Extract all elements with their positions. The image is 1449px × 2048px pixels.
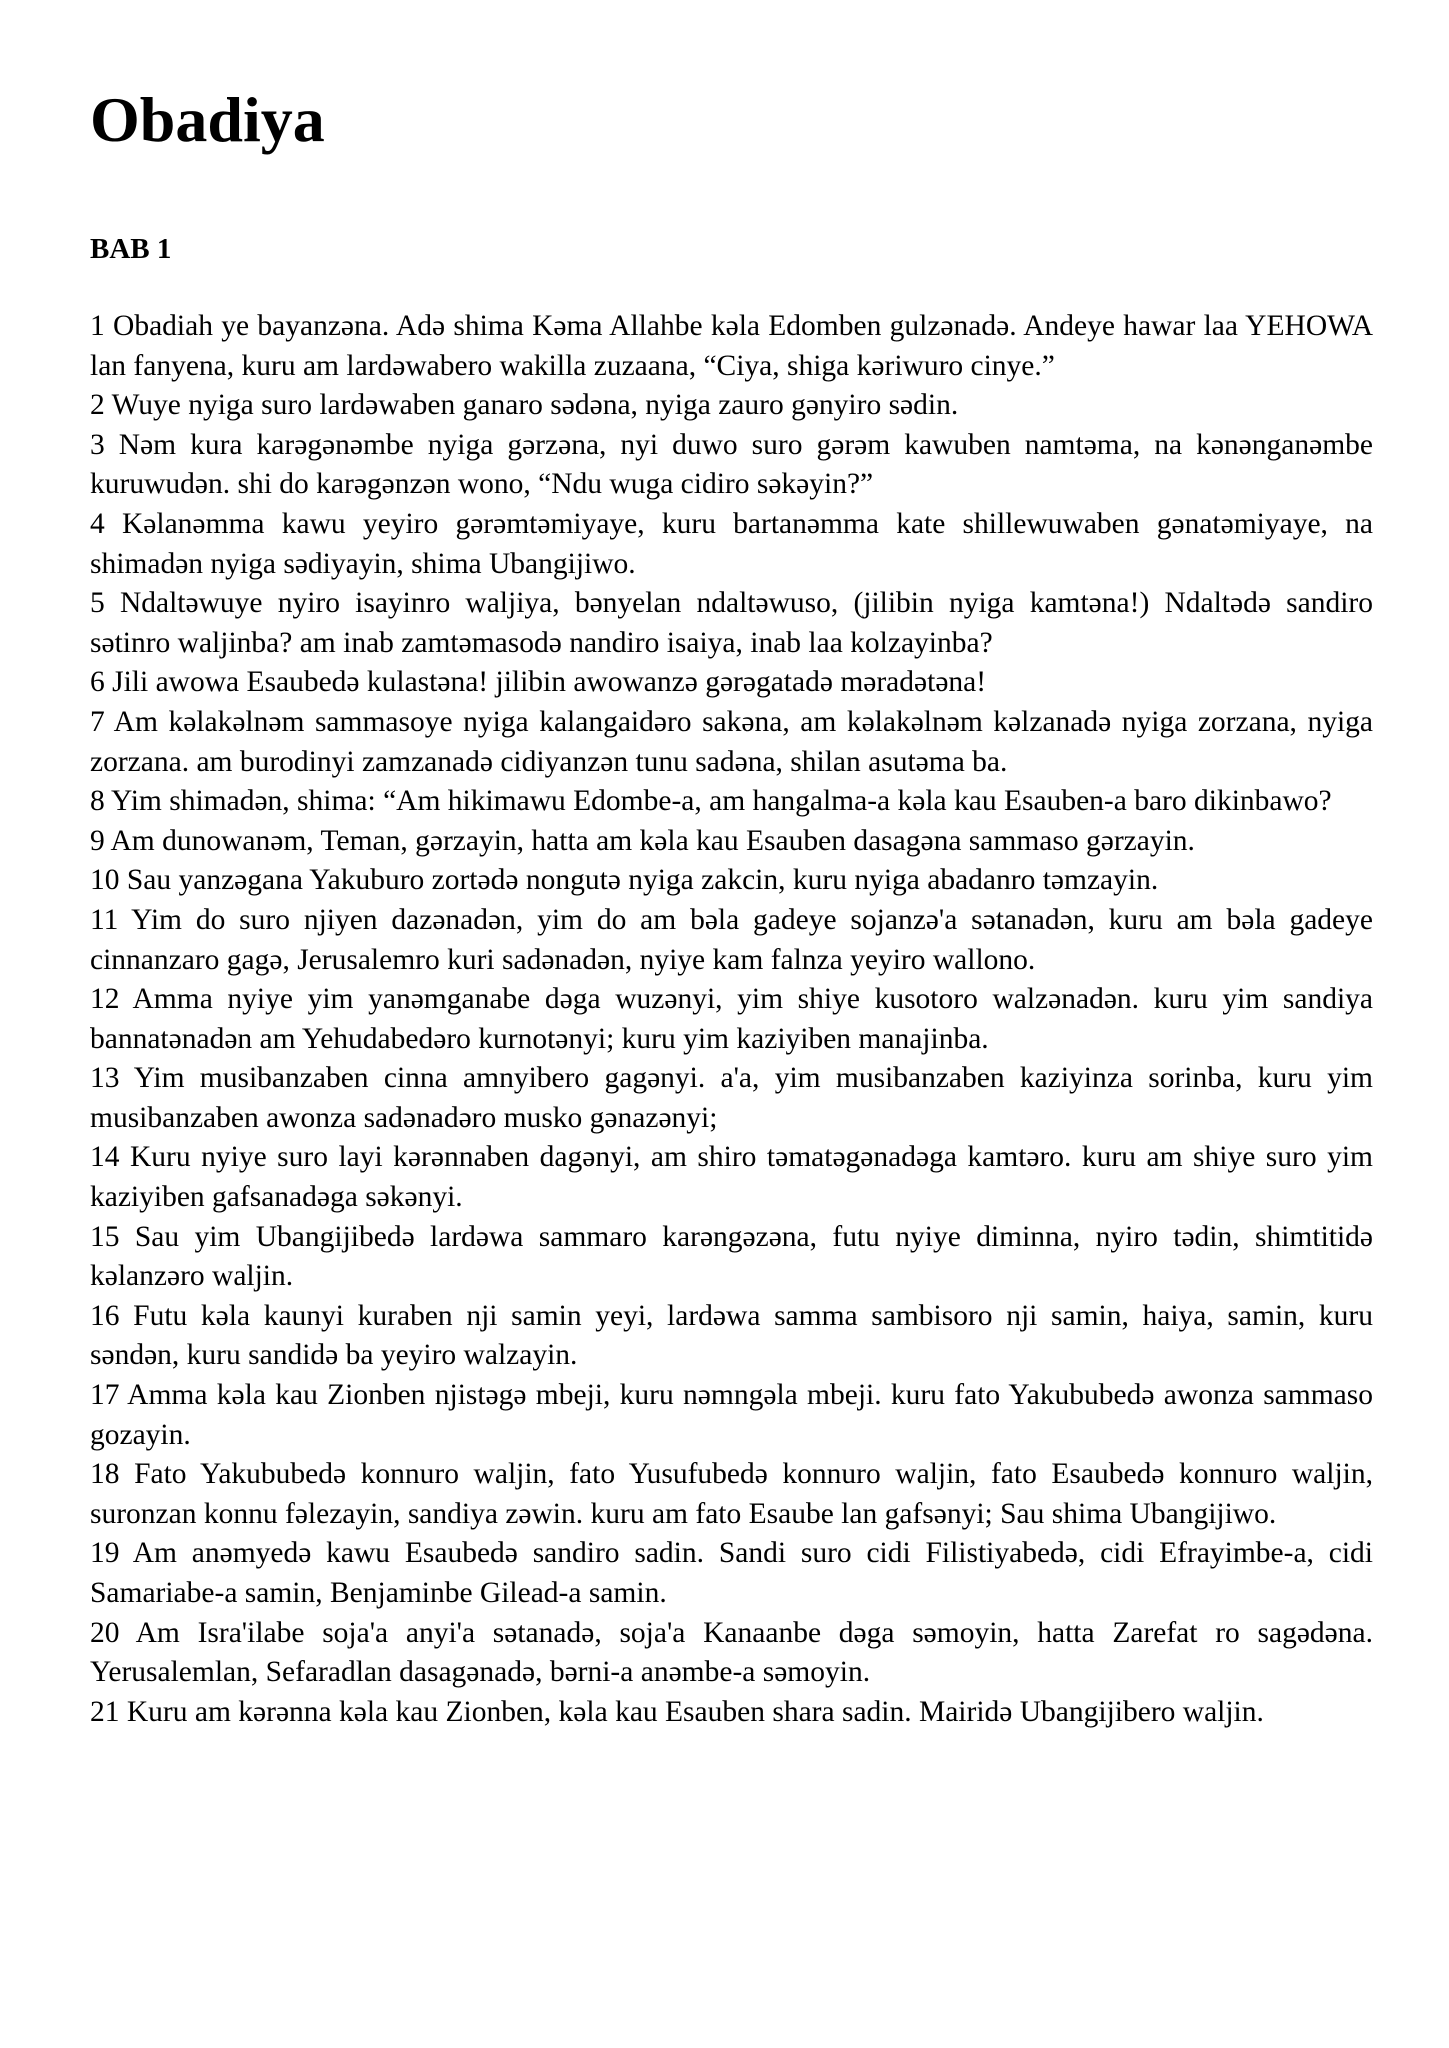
verse-1: 1 Obadiah ye bayanzəna. Adə shima Kəma Allahbe kəla Edomben gulzənadə. Andeye hawar laa YEHOWA lan fanyena, kuru am lardəwabero wakilla zuzaana, “Ciya, shiga kəriwuro cinye.” (90, 310, 1373, 382)
book-title: Obadiya (90, 84, 325, 155)
verse-8: 8 Yim shimadən, shima: “Am hikimawu Edombe-a, am hangalma-a kəla kau Esauben-a baro dikinbawo? (90, 785, 1332, 818)
verse-12: 12 Amma nyiye yim yanəmganabe dəga wuzənyi, yim shiye kusotoro walzənadən. kuru yim sandiya bannatənadən am Yehudabedəro kurnotənyi; kuru yim kaziyiben manajinba. (90, 983, 1373, 1055)
verse-2: 2 Wuye nyiga suro lardəwaben ganaro sədəna, nyiga zauro gənyiro sədin. (90, 389, 959, 422)
verse-4: 4 Kəlanəmma kawu yeyiro gərəmtəmiyaye, kuru bartanəmma kate shillewuwaben gənatəmiyaye, na shimadən nyiga sədiyayin, shima Ubangijiwo. (90, 507, 1373, 580)
verse-6: 6 Jili awowa Esaubedə kulastəna! jilibin awowanzə gərəgatadə məradətəna! (90, 666, 987, 699)
verse-list (90, 307, 1373, 1732)
verse-20: 20 Am Isra'ilabe soja'a anyi'a sətanadə, soja'a Kanaanbe dəga səmoyin, hatta Zarefat ro sagədəna. Yerusalemlan, Sefaradlan dasagənadə, bərni-a anəmbe-a səmoyin. (90, 1616, 1373, 1689)
verse-10: 10 Sau yanzəgana Yakuburo zortədə nongutə nyiga zakcin, kuru nyiga abadanro təmzayin. (90, 864, 1159, 897)
verse-14: 14 Kuru nyiye suro layi kərənnaben dagənyi, am shiro təmatəgənadəga kamtəro. kuru am shiye suro yim kaziyiben gafsanadəga səkənyi. (90, 1141, 1373, 1214)
verse-18: 18 Fato Yakububedə konnuro waljin, fato Yusufubedə konnuro waljin, fato Esaubedə konnuro waljin, suronzan konnu fəlezayin, sandiya zəwin. kuru am fato Esaube lan gafsənyi; Sau shima Ubangijiwo. (90, 1458, 1373, 1530)
verse-19: 19 Am anəmyedə kawu Esaubedə sandiro sadin. Sandi suro cidi Filistiyabedə, cidi Efrayimbe-a, cidi Samariabe-a samin, Benjaminbe Gilead-a samin. (90, 1537, 1373, 1609)
chapter-heading: BAB 1 (90, 233, 172, 265)
verse-5: 5 Ndaltəwuye nyiro isayinro waljiya, bənyelan ndaltəwuso, (jilibin nyiga kamtəna!) Ndaltədə sandiro sətinro waljinba? am inab zamtəmasodə nandiro isaiya, inab laa kolzayinba? (90, 587, 1373, 659)
verse-13: 13 Yim musibanzaben cinna amnyibero gagənyi. a'a, yim musibanzaben kaziyinza sorinba, kuru yim musibanzaben awonza sadənadəro musko gənazənyi; (90, 1062, 1373, 1134)
verse-16: 16 Futu kəla kaunyi kuraben nji samin yeyi, lardəwa samma sambisoro nji samin, haiya, samin, kuru səndən, kuru sandidə ba yeyiro walzayin. (90, 1299, 1373, 1372)
verse-15: 15 Sau yim Ubangijibedə lardəwa sammaro karəngəzəna, futu nyiye diminna, nyiro tədin, shimtitidə kəlanzəro waljin. (90, 1220, 1373, 1293)
verse-3: 3 Nəm kura karəgənəmbe nyiga gərzəna, nyi duwo suro gərəm kawuben namtəma, na kənənganəmbe kuruwudən. shi do karəgənzən wono, “Ndu wuga cidiro səkəyin?” (90, 428, 1373, 501)
verse-9: 9 Am dunowanəm, Teman, gərzayin, hatta am kəla kau Esauben dasagəna sammaso gərzayin. (90, 824, 1195, 857)
verse-11: 11 Yim do suro njiyen dazənadən, yim do am bəla gadeye sojanzə'a sətanadən, kuru am bəla gadeye cinnanzaro gagə, Jerusalemro kuri sadənadən, nyiye kam falnza yeyiro wallono. (90, 903, 1373, 976)
verse-21: 21 Kuru am kərənna kəla kau Zionben, kəla kau Esauben shara sadin. Mairidə Ubangijibero waljin. (90, 1695, 1264, 1728)
verse-7: 7 Am kəlakəlnəm sammasoye nyiga kalangaidəro sakəna, am kəlakəlnəm kəlzanadə nyiga zorzana, nyiga zorzana. am burodinyi zamzanadə cidiyanzən tunu sadəna, shilan asutəma ba. (90, 705, 1373, 778)
verse-17: 17 Amma kəla kau Zionben njistəgə mbeji, kuru nəmngəla mbeji. kuru fato Yakububedə awonza sammaso gozayin. (90, 1379, 1373, 1451)
